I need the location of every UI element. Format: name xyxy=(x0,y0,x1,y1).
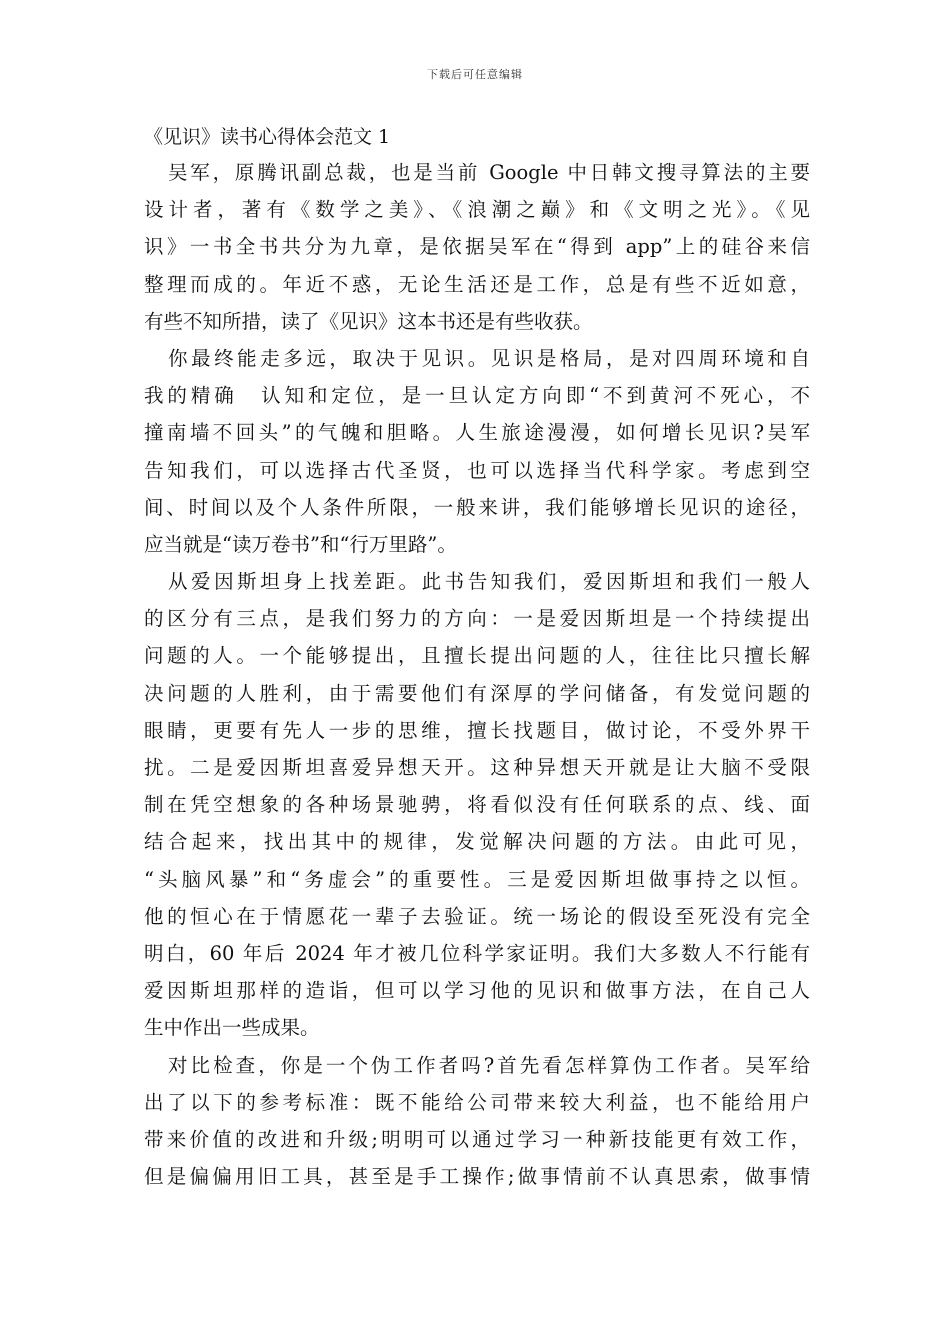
body-line: 吴军，原腾讯副总裁，也是当前 Google 中日韩文搜寻算法的主要 xyxy=(168,161,810,184)
body-line: 结合起来，找出其中的规律，发觉解决问题的方法。由此可见， xyxy=(144,830,810,854)
body-line: 扰。二是爱因斯坦喜爱异想天开。这种异想天开就是让大脑不受限 xyxy=(144,756,810,779)
body-line: 识》一书全书共分为九章，是依据吴军在“得到 app”上的硅谷来信 xyxy=(144,235,810,259)
body-line: 带来价值的改进和升级;明明可以通过学习一种新技能更有效工作， xyxy=(144,1127,810,1151)
body-line: 告知我们，可以选择古代圣贤，也可以选择当代科学家。考虑到空 xyxy=(144,458,810,482)
body-line: 我的精确 认知和定位，是一旦认定方向即“不到黄河不死心，不 xyxy=(144,384,810,408)
body-line: 撞南墙不回头”的气魄和胆略。人生旅途漫漫，如何增长见识?吴军 xyxy=(144,421,810,445)
body-line: 他的恒心在于情愿花一辈子去验证。统一场论的假设至死没有完全 xyxy=(144,904,810,928)
document-title: 《见识》读书心得体会范文 1 xyxy=(144,126,391,148)
body-line: 眼睛，更要有先人一步的思维，擅长找题目，做讨论，不受外界干 xyxy=(144,718,810,742)
body-line: 的区分有三点，是我们努力的方向：一是爱因斯坦是一个持续提出 xyxy=(144,607,810,631)
body-line: 应当就是“读万卷书”和“行万里路”。 xyxy=(144,532,457,556)
body-line: 设计者，著有《数学之美》、《浪潮之巅》和《文明之光》。《见 xyxy=(144,198,810,222)
body-line: 问题的人。一个能够提出，且擅长提出问题的人，往往比只擅长解 xyxy=(144,644,810,668)
body-line: 明白，60 年后 2024 年才被几位科学家证明。我们大多数人不行能有 xyxy=(144,941,810,965)
body-line: 你最终能走多远，取决于见识。见识是格局，是对四周环境和自 xyxy=(168,346,810,370)
body-line: 出了以下的参考标准：既不能给公司带来较大利益，也不能给用户 xyxy=(144,1090,810,1114)
body-line: 对比检查，你是一个伪工作者吗?首先看怎样算伪工作者。吴军给 xyxy=(168,1053,810,1077)
body-line: 决问题的人胜利，由于需要他们有深厚的学问储备，有发觉问题的 xyxy=(144,681,810,705)
body-line: 整理而成的。年近不惑，无论生活还是工作，总是有些不近如意， xyxy=(144,272,810,296)
body-line: 但是偏偏用旧工具，甚至是手工操作;做事情前不认真思索，做事情 xyxy=(144,1165,810,1189)
body-line: “头脑风暴”和“务虚会”的重要性。三是爱因斯坦做事持之以恒。 xyxy=(144,867,810,891)
body-line: 制在凭空想象的各种场景驰骋，将看似没有任何联系的点、线、面 xyxy=(144,793,810,817)
body-line: 有些不知所措，读了《见识》这本书还是有些收获。 xyxy=(144,309,593,333)
body-line: 爱因斯坦那样的造诣，但可以学习他的见识和做事方法，在自己人 xyxy=(144,979,810,1003)
body-line: 生中作出一些成果。 xyxy=(144,1016,320,1040)
page-header-note: 下载后可任意编辑 xyxy=(427,68,523,81)
document-body xyxy=(144,160,810,1201)
body-line: 从爱因斯坦身上找差距。此书告知我们，爱因斯坦和我们一般人 xyxy=(168,570,810,594)
body-line: 间、时间以及个人条件所限，一般来讲，我们能够增长见识的途径， xyxy=(144,495,810,519)
